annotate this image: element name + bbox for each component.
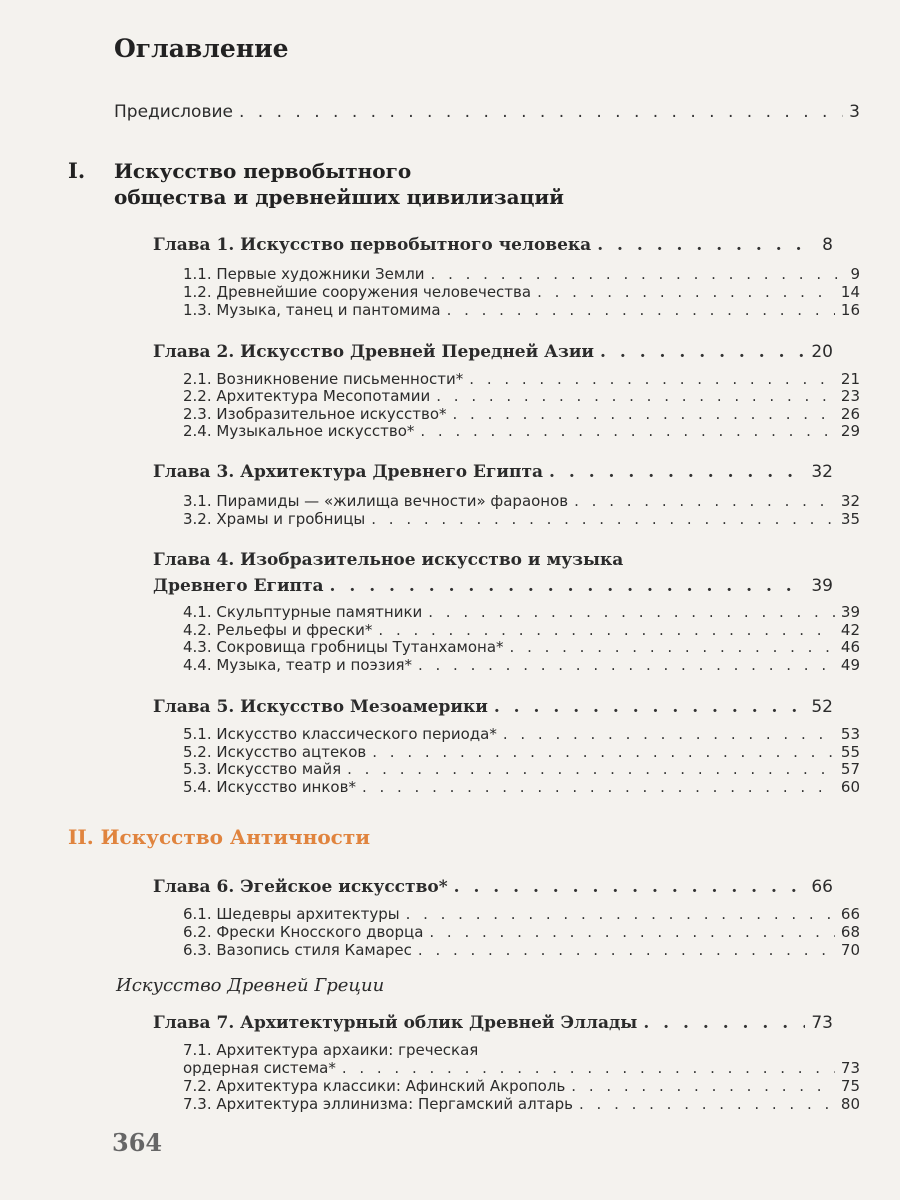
toc-chapter: Глава 2. Искусство Древней Передней Азии . . . 20: [153, 342, 833, 362]
part-title-line2: общества и древнейших цивилизаций: [114, 185, 565, 209]
part-number: I.: [68, 158, 86, 183]
toc-subentry: 2.1. Возникновение письменности* . . . 21: [183, 370, 860, 388]
toc-subentry: 2.4. Музыкальное искусство* . . . 29: [183, 422, 860, 440]
toc-subentry: 6.1. Шедевры архитектуры . . . 66: [183, 905, 860, 923]
toc-subentry: 4.4. Музыка, театр и поэзия* . . . 49: [183, 656, 860, 674]
toc-subentry: 1.3. Музыка, танец и пантомима . . . 16: [183, 301, 860, 319]
toc-subentry: 6.3. Вазопись стиля Камарес . . . 70: [183, 941, 860, 959]
toc-subentry: 4.1. Скульптурные памятники . . . 39: [183, 603, 860, 621]
toc-subentry: 6.2. Фрески Кносского дворца . . . 68: [183, 923, 860, 941]
toc-chapter-line1: Глава 4. Изобразительное искусство и музыка: [153, 550, 624, 570]
toc-subentry: 4.3. Сокровища гробницы Тутанхамона* . . . 46: [183, 638, 860, 656]
toc-subentry: 3.1. Пирамиды — «жилища вечности» фараонов . . . 32: [183, 492, 860, 510]
toc-subentry-line1: 7.1. Архитектура архаики: греческая: [183, 1041, 479, 1059]
part-title-line1: Искусство первобытного: [114, 159, 412, 183]
toc-entry-preface: Предисловие . . . 3: [114, 102, 860, 122]
toc-subentry: 2.2. Архитектура Месопотамии . . . 23: [183, 387, 860, 405]
toc-chapter: Глава 1. Искусство первобытного человека . . . 8: [153, 235, 833, 255]
toc-chapter: Глава 5. Искусство Мезоамерики . . . 52: [153, 697, 833, 717]
section-heading-greece: Искусство Древней Греции: [116, 975, 385, 996]
toc-subentry: 7.2. Архитектура классики: Афинский Акрополь . . . 75: [183, 1077, 860, 1095]
toc-subentry: 1.1. Первые художники Земли . . . 9: [183, 265, 860, 283]
toc-subentry: ордерная система* . . . 73: [183, 1059, 860, 1077]
toc-subentry: 5.1. Искусство классического периода* . . . 53: [183, 725, 860, 743]
toc-chapter: Древнего Египта . . . 39: [153, 576, 833, 596]
toc-chapter: Глава 3. Архитектура Древнего Египта . . . 32: [153, 462, 833, 482]
toc-subentry: 5.2. Искусство ацтеков . . . 55: [183, 743, 860, 761]
toc-subentry: 7.3. Архитектура эллинизма: Пергамский алтарь . . . 80: [183, 1095, 860, 1113]
toc-subentry: 4.2. Рельефы и фрески* . . . 42: [183, 621, 860, 639]
page-number: 364: [112, 1128, 163, 1157]
toc-chapter: Глава 7. Архитектурный облик Древней Эллады . . . 73: [153, 1013, 833, 1033]
toc-subentry: 2.3. Изобразительное искусство* . . . 26: [183, 405, 860, 423]
toc-subentry: 3.2. Храмы и гробницы . . . 35: [183, 510, 860, 528]
toc-subentry: 1.2. Древнейшие сооружения человечества . . . 14: [183, 283, 860, 301]
toc-subentry: 5.4. Искусство инков* . . . 60: [183, 778, 860, 796]
toc-subentry: 5.3. Искусство майя . . . 57: [183, 760, 860, 778]
toc-chapter: Глава 6. Эгейское искусство* . . . 66: [153, 877, 833, 897]
page-title: Оглавление: [114, 34, 289, 63]
part-title-antiquity: II. Искусство Античности: [68, 825, 371, 849]
